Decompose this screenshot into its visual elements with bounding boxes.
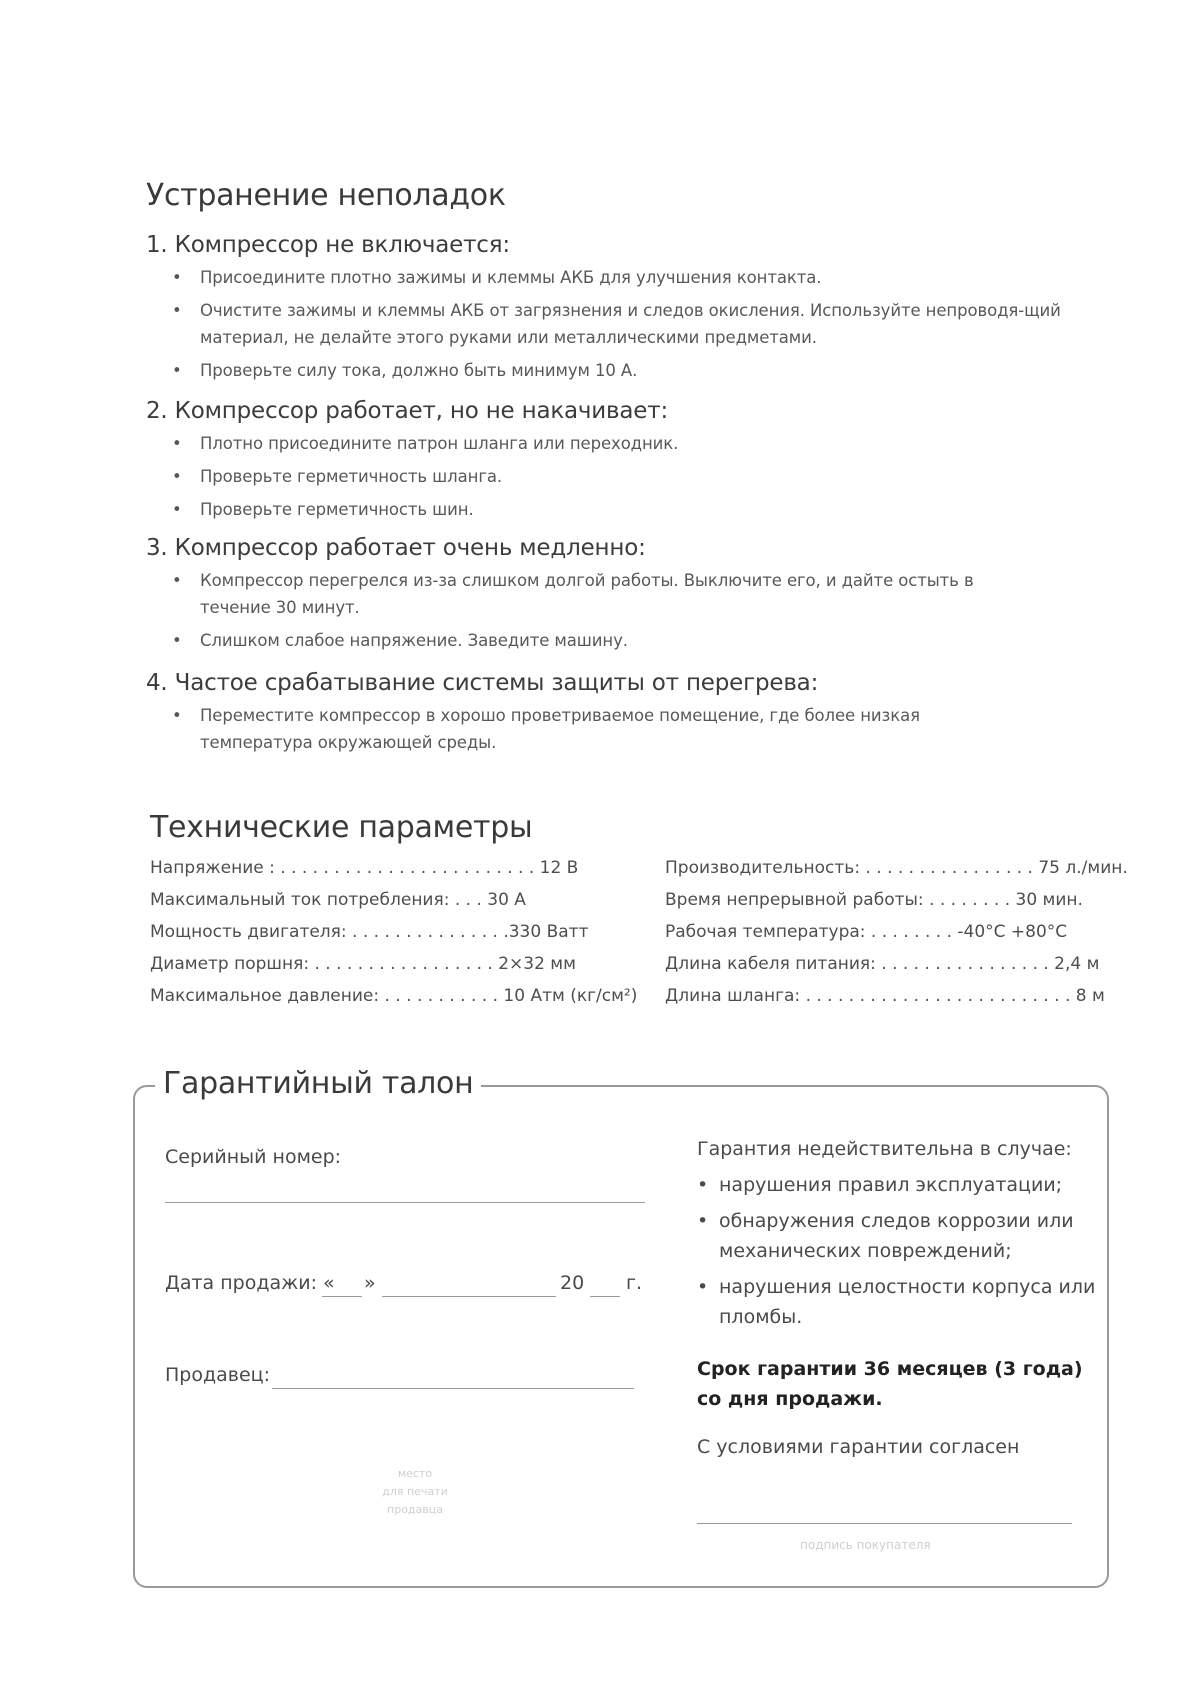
spec-cable-length: Длина кабеля питания: . . . . . . . . . . . . . . . . 2,4 м — [665, 954, 1100, 974]
spec-capacity: Производительность: . . . . . . . . . . . . . . . . 75 л./мин. — [665, 858, 1128, 878]
buyer-signature-hint: подпись покупателя — [800, 1538, 931, 1552]
warranty-void-item-3: • нарушения целостности корпуса или пломбы. — [719, 1272, 1097, 1332]
seller-field[interactable] — [272, 1388, 634, 1389]
seller-label: Продавец: — [165, 1364, 270, 1386]
issue-3 — [146, 535, 1106, 660]
troubleshooting-title: Устранение неполадок — [146, 178, 506, 213]
spec-max-current: Максимальный ток потребления: . . . 30 А — [150, 890, 526, 910]
sale-date-label: Дата продажи: « — [165, 1272, 335, 1294]
sale-day-field[interactable] — [322, 1296, 362, 1297]
issue-2-bullet-2: • Проверьте герметичность шланга. — [200, 463, 1106, 490]
spec-work-temperature: Рабочая температура: . . . . . . . . -40°C +80°C — [665, 922, 1068, 942]
issue-4-bullet-1: • Переместите компрессор в хорошо проветриваемое помещение, где более низкая температура окружающей среды. — [200, 702, 1000, 756]
serial-number-label: Серийный номер: — [165, 1146, 342, 1168]
serial-number-field[interactable] — [165, 1202, 645, 1203]
warranty-term: Срок гарантии 36 месяцев (3 года) со дня продажи. — [697, 1358, 1083, 1410]
specs-title: Технические параметры — [150, 810, 533, 845]
issue-1 — [146, 232, 1106, 390]
spec-continuous-work: Время непрерывной работы: . . . . . . . . 30 мин. — [665, 890, 1083, 910]
issue-4-title: 4. Частое срабатывание системы защиты от перегрева: — [146, 670, 819, 696]
issue-3-bullet-2: • Слишком слабое напряжение. Заведите машину. — [200, 627, 1020, 654]
issue-1-bullet-1: • Присоедините плотно зажимы и клеммы АКБ для улучшения контакта. — [200, 264, 1106, 291]
warranty-title: Гарантийный талон — [155, 1066, 481, 1101]
buyer-signature-field[interactable] — [697, 1523, 1072, 1524]
issue-4 — [146, 670, 1106, 762]
sale-year-field[interactable] — [590, 1296, 620, 1297]
stamp-placeholder: место для печати продавца — [382, 1467, 448, 1516]
spec-max-pressure: Максимальное давление: . . . . . . . . . . . 10 Атм (кг/см²) — [150, 986, 638, 1006]
warranty-conditions — [697, 1138, 1097, 1458]
sale-year-suffix: г. — [626, 1272, 643, 1294]
warranty-agree-text: С условиями гарантии согласен — [697, 1436, 1020, 1458]
warranty-void-item-1: • нарушения правил эксплуатации; — [719, 1170, 1097, 1200]
specs-right-column — [665, 852, 1128, 1012]
issue-3-bullet-1: • Компрессор перегрелся из-за слишком долгой работы. Выключите его, и дайте остыть в течение 30 минут. — [200, 567, 1020, 621]
issue-1-bullet-3: • Проверьте силу тока, должно быть минимум 10 А. — [200, 357, 1106, 384]
issue-2-bullet-3: • Проверьте герметичность шин. — [200, 496, 1106, 523]
warranty-void-lead: Гарантия недействительна в случае: — [697, 1138, 1072, 1160]
sale-date-quote-close: » — [364, 1272, 376, 1294]
issue-2-title: 2. Компрессор работает, но не накачивает: — [146, 398, 669, 424]
issue-1-bullet-2: • Очистите зажимы и клеммы АКБ от загрязнения и следов окисления. Используйте непроводя-щий материал, не делайте этого руками или металлическими предметами. — [200, 297, 1106, 351]
warranty-void-item-2: • обнаружения следов коррозии или механических повреждений; — [719, 1206, 1097, 1266]
spec-piston-diameter: Диаметр поршня: . . . . . . . . . . . . . . . . . 2×32 мм — [150, 954, 576, 974]
issue-1-title: 1. Компрессор не включается: — [146, 232, 510, 258]
spec-hose-length: Длина шланга: . . . . . . . . . . . . . . . . . . . . . . . . . 8 м — [665, 986, 1105, 1006]
sale-month-field[interactable] — [382, 1296, 556, 1297]
sale-year-prefix: 20 — [560, 1272, 585, 1294]
specs-left-column — [150, 852, 637, 1012]
issue-3-title: 3. Компрессор работает очень медленно: — [146, 535, 646, 561]
spec-voltage: Напряжение : . . . . . . . . . . . . . . . . . . . . . . . . 12 В — [150, 858, 579, 878]
issue-2-bullet-1: • Плотно присоедините патрон шланга или переходник. — [200, 430, 1106, 457]
issue-2 — [146, 398, 1106, 529]
spec-motor-power: Мощность двигателя: . . . . . . . . . . . . . . .330 Ватт — [150, 922, 589, 942]
